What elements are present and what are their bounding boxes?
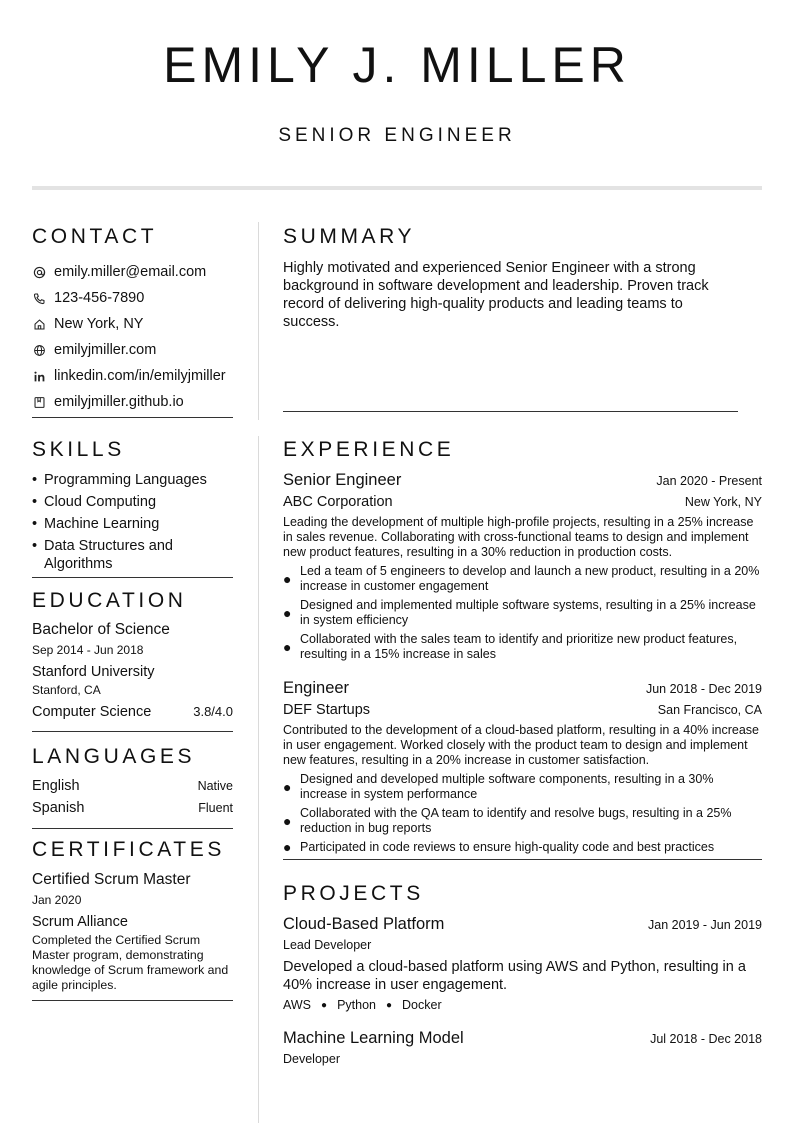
contact-section bbox=[32, 224, 233, 418]
column-divider bbox=[258, 436, 259, 1123]
project-role: Lead Developer bbox=[283, 938, 372, 952]
languages-section bbox=[32, 744, 233, 829]
project-tags: AWS ● Python ● Docker bbox=[283, 998, 442, 1012]
job-bullet: ● Designed and implemented multiple software systems, resulting in a 25% increase in system efficiency bbox=[283, 598, 756, 627]
section-title: CONTACT bbox=[32, 225, 158, 248]
project-name: Machine Learning Model bbox=[283, 1029, 464, 1047]
section-divider bbox=[283, 411, 738, 412]
column-divider bbox=[258, 222, 259, 420]
job-location: New York, NY bbox=[684, 495, 762, 509]
section-divider bbox=[32, 828, 233, 829]
job-dates: Jun 2018 - Dec 2019 bbox=[645, 682, 762, 696]
contact-text: emilyjmiller.com bbox=[54, 342, 157, 358]
section-divider bbox=[32, 577, 233, 578]
job-title: Engineer bbox=[283, 679, 350, 697]
contact-website[interactable] bbox=[32, 337, 233, 363]
github-icon bbox=[32, 395, 47, 410]
project-dates: Jan 2019 - Jun 2019 bbox=[648, 918, 762, 932]
summary-section bbox=[283, 224, 762, 331]
contact-text: linkedin.com/in/emilyjmiller bbox=[54, 368, 226, 384]
section-title: LANGUAGES bbox=[32, 745, 196, 768]
skill-item: • Machine Learning bbox=[32, 516, 160, 532]
header-divider bbox=[32, 186, 762, 190]
project-description: Developed a cloud-based platform using AWS and Python, resulting in a 40% increase in user engagement. bbox=[283, 959, 746, 993]
education-field: Computer Science bbox=[32, 704, 152, 720]
resume-name: EMILY J. MILLER bbox=[163, 37, 631, 93]
contact-location bbox=[32, 311, 233, 337]
contact-phone[interactable] bbox=[32, 285, 233, 311]
job-bullet: ● Collaborated with the sales team to identify and prioritize new product features, resulting in a 15% increase in sales bbox=[283, 632, 738, 661]
section-divider bbox=[32, 417, 233, 418]
project-role: Developer bbox=[283, 1052, 340, 1066]
section-divider bbox=[32, 1000, 233, 1001]
job-entry bbox=[283, 468, 762, 662]
contact-text: emily.miller@email.com bbox=[54, 264, 207, 280]
language-level: Fluent bbox=[198, 801, 233, 815]
section-title: CERTIFICATES bbox=[32, 838, 225, 861]
section-divider bbox=[283, 859, 762, 860]
job-company: DEF Startups bbox=[283, 702, 371, 718]
project-tag: AWS bbox=[283, 998, 312, 1012]
projects-section bbox=[283, 881, 762, 1068]
section-title: PROJECTS bbox=[283, 882, 424, 905]
job-bullet: ● Designed and developed multiple software components, resulting in a 30% increase in system performance bbox=[283, 772, 714, 801]
education-section bbox=[32, 588, 233, 732]
job-company: ABC Corporation bbox=[283, 494, 393, 510]
project-dates: Jul 2018 - Dec 2018 bbox=[650, 1032, 762, 1046]
certificate-description: Completed the Certified Scrum Master program, demonstrating knowledge of Scrum framework and agile principles. bbox=[32, 933, 229, 992]
project-name: Cloud-Based Platform bbox=[283, 915, 445, 933]
skill-item: • Cloud Computing bbox=[32, 494, 157, 510]
education-dates: Sep 2014 - Jun 2018 bbox=[32, 643, 144, 657]
contact-linkedin[interactable] bbox=[32, 363, 233, 389]
job-description: Contributed to the development of a cloud-based platform, resulting in a 40% increase in user engagement. Worked closely with the product team to design and implement new features, resulting in a 20% increase in customer satisfaction. bbox=[283, 723, 759, 767]
education-location: Stanford, CA bbox=[32, 683, 101, 697]
job-bullet: ● Led a team of 5 engineers to develop and launch a new product, resulting in a 20% increase in customer engagement bbox=[283, 564, 760, 593]
skills-section bbox=[32, 437, 233, 578]
summary-text: Highly motivated and experienced Senior Engineer with a strong background in software development and leadership. Proven track record of delivering high-quality products and leading teams to success. bbox=[283, 260, 709, 330]
project-tag: Docker bbox=[402, 998, 442, 1012]
certificate-issuer: Scrum Alliance bbox=[32, 914, 128, 930]
job-title: Senior Engineer bbox=[283, 471, 402, 489]
contact-github[interactable] bbox=[32, 389, 233, 415]
contact-text: New York, NY bbox=[54, 316, 144, 332]
section-title: EDUCATION bbox=[32, 589, 187, 612]
education-field-row bbox=[32, 702, 233, 722]
certificate-name: Certified Scrum Master bbox=[32, 871, 191, 888]
section-title: SKILLS bbox=[32, 438, 125, 461]
certificates-section bbox=[32, 837, 233, 1001]
language-row bbox=[32, 798, 233, 820]
education-school: Stanford University bbox=[32, 664, 155, 680]
skill-item: • Data Structures and Algorithms bbox=[32, 538, 173, 572]
section-title: EXPERIENCE bbox=[283, 438, 455, 461]
home-icon bbox=[32, 317, 47, 332]
project-tag: Python bbox=[337, 998, 376, 1012]
phone-icon bbox=[32, 291, 47, 306]
section-divider bbox=[32, 731, 233, 732]
globe-icon bbox=[32, 343, 47, 358]
resume-role: SENIOR ENGINEER bbox=[278, 125, 516, 146]
job-bullet: ● Collaborated with the QA team to identify and resolve bugs, resulting in a 25% reduction in bug reports bbox=[283, 806, 732, 835]
experience-section bbox=[283, 437, 762, 860]
at-icon bbox=[32, 265, 47, 280]
skill-item: • Programming Languages bbox=[32, 472, 207, 488]
job-bullet: ● Participated in code reviews to ensure high-quality code and best practices bbox=[283, 839, 715, 855]
contact-text: 123-456-7890 bbox=[54, 290, 145, 306]
job-entry bbox=[283, 676, 762, 855]
contact-text: emilyjmiller.github.io bbox=[54, 394, 184, 410]
project-entry bbox=[283, 1026, 762, 1068]
job-dates: Jan 2020 - Present bbox=[656, 474, 762, 488]
language-name: English bbox=[32, 778, 80, 794]
language-row bbox=[32, 776, 233, 798]
contact-email[interactable] bbox=[32, 259, 233, 285]
language-name: Spanish bbox=[32, 800, 85, 816]
education-gpa: 3.8/4.0 bbox=[193, 704, 233, 719]
job-description: Leading the development of multiple high-profile projects, resulting in a 25% increase in sales revenue. Collaborating with cross-functional teams to design and implement new product features, resulting in a 30% reduction in production costs. bbox=[283, 515, 754, 559]
project-entry bbox=[283, 912, 762, 1012]
certificate-date: Jan 2020 bbox=[32, 893, 82, 907]
education-degree: Bachelor of Science bbox=[32, 621, 170, 638]
language-level: Native bbox=[197, 779, 233, 793]
job-location: San Francisco, CA bbox=[657, 703, 762, 717]
section-title: SUMMARY bbox=[283, 225, 416, 248]
linkedin-icon bbox=[32, 369, 47, 384]
